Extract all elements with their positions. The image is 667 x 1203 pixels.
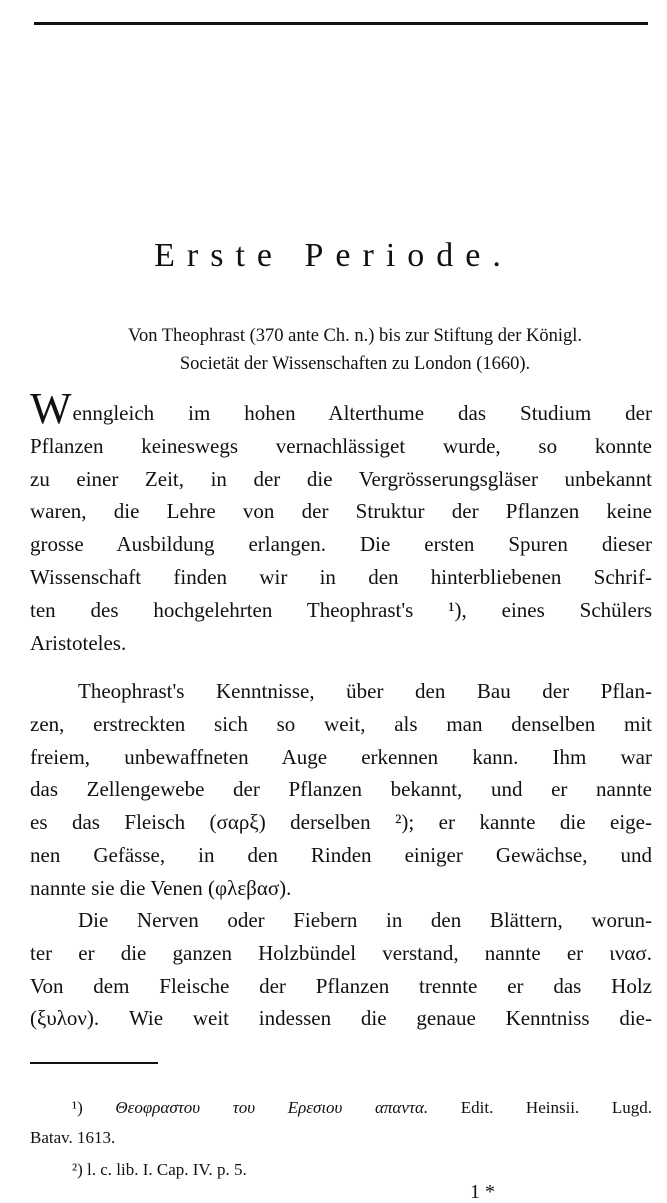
paragraph-1 <box>30 384 652 659</box>
top-rule <box>34 22 648 25</box>
footnote-marker: ¹) <box>72 1098 83 1117</box>
paragraph-line <box>30 384 652 433</box>
paragraph-line: nen Gefässe, in den Rinden einiger Gewächse, und <box>30 842 652 867</box>
paragraph-line: Wissenschaft finden wir in den hinterbliebenen Schrif- <box>30 564 652 589</box>
subtitle-line-2: Societät der Wissenschaften zu London (1660). <box>179 354 531 374</box>
footnote-line <box>30 1093 652 1123</box>
paragraph-line: Von dem Fleische der Pflanzen trennte er das Holz <box>30 973 652 998</box>
paragraph-line-text: enngleich im hohen Alterthume das Studium der <box>72 401 652 425</box>
paragraph-line: ter er die ganzen Holzbündel verstand, nannte er ινασ. <box>30 940 652 965</box>
paragraph-line: zu einer Zeit, in der die Vergrösserungsgläser unbekannt <box>30 466 652 491</box>
drop-cap: W <box>30 384 72 433</box>
footnote-greek-title: Θεοφραστου του Ερεσιου απαντα. <box>115 1098 429 1117</box>
paragraph-2 <box>30 675 652 905</box>
paragraph-line: freiem, unbewaffneten Auge erkennen kann. Ihm war <box>30 744 652 769</box>
paragraph-line: (ξυλον). Wie weit indessen die genaue Kenntniss die- <box>30 1006 652 1031</box>
paragraph-line: nannte sie die Venen (φλεβασ). <box>30 875 292 900</box>
paragraph-line: zen, erstreckten sich so weit, als man denselben mit <box>30 711 652 736</box>
period-title: Erste Periode. <box>154 237 513 274</box>
paragraph-line: es das Fleisch (σαρξ) derselben ²); er kannte die eige- <box>30 810 652 835</box>
subtitle-line-1: Von Theophrast (370 ante Ch. n.) bis zur Stiftung der Königl. <box>127 326 583 346</box>
paragraph-line: Die Nerven oder Fiebern in den Blättern, worun- <box>78 908 652 932</box>
footnote-rule <box>30 1062 158 1064</box>
paragraph-line: ten des hochgelehrten Theophrast's ¹), eines Schülers <box>30 597 652 622</box>
paragraph-line: waren, die Lehre von der Struktur der Pflanzen keine <box>30 499 652 524</box>
footnote-edition: Edit. Heinsii. Lugd. <box>460 1098 653 1117</box>
footnote-1 <box>30 1093 652 1153</box>
paragraph-line: das Zellengewebe der Pflanzen bekannt, und er nannte <box>30 777 652 802</box>
paragraph-line: Pflanzen keineswegs vernachlässiget wurde, so konnte <box>30 433 652 458</box>
paragraph-line: Aristoteles. <box>30 630 127 655</box>
paragraph-line: Theophrast's Kenntnisse, über den Bau der Pflan- <box>78 679 652 703</box>
paragraph-3 <box>30 904 652 1035</box>
signature-mark: 1 * <box>470 1181 495 1203</box>
footnote-line: ²) l. c. lib. I. Cap. IV. p. 5. <box>72 1160 247 1179</box>
footnote-2 <box>30 1155 652 1185</box>
paragraph-line: grosse Ausbildung erlangen. Die ersten Spuren dieser <box>30 532 652 557</box>
period-subtitle <box>60 322 650 378</box>
footnote-line: Batav. 1613. <box>30 1128 116 1147</box>
